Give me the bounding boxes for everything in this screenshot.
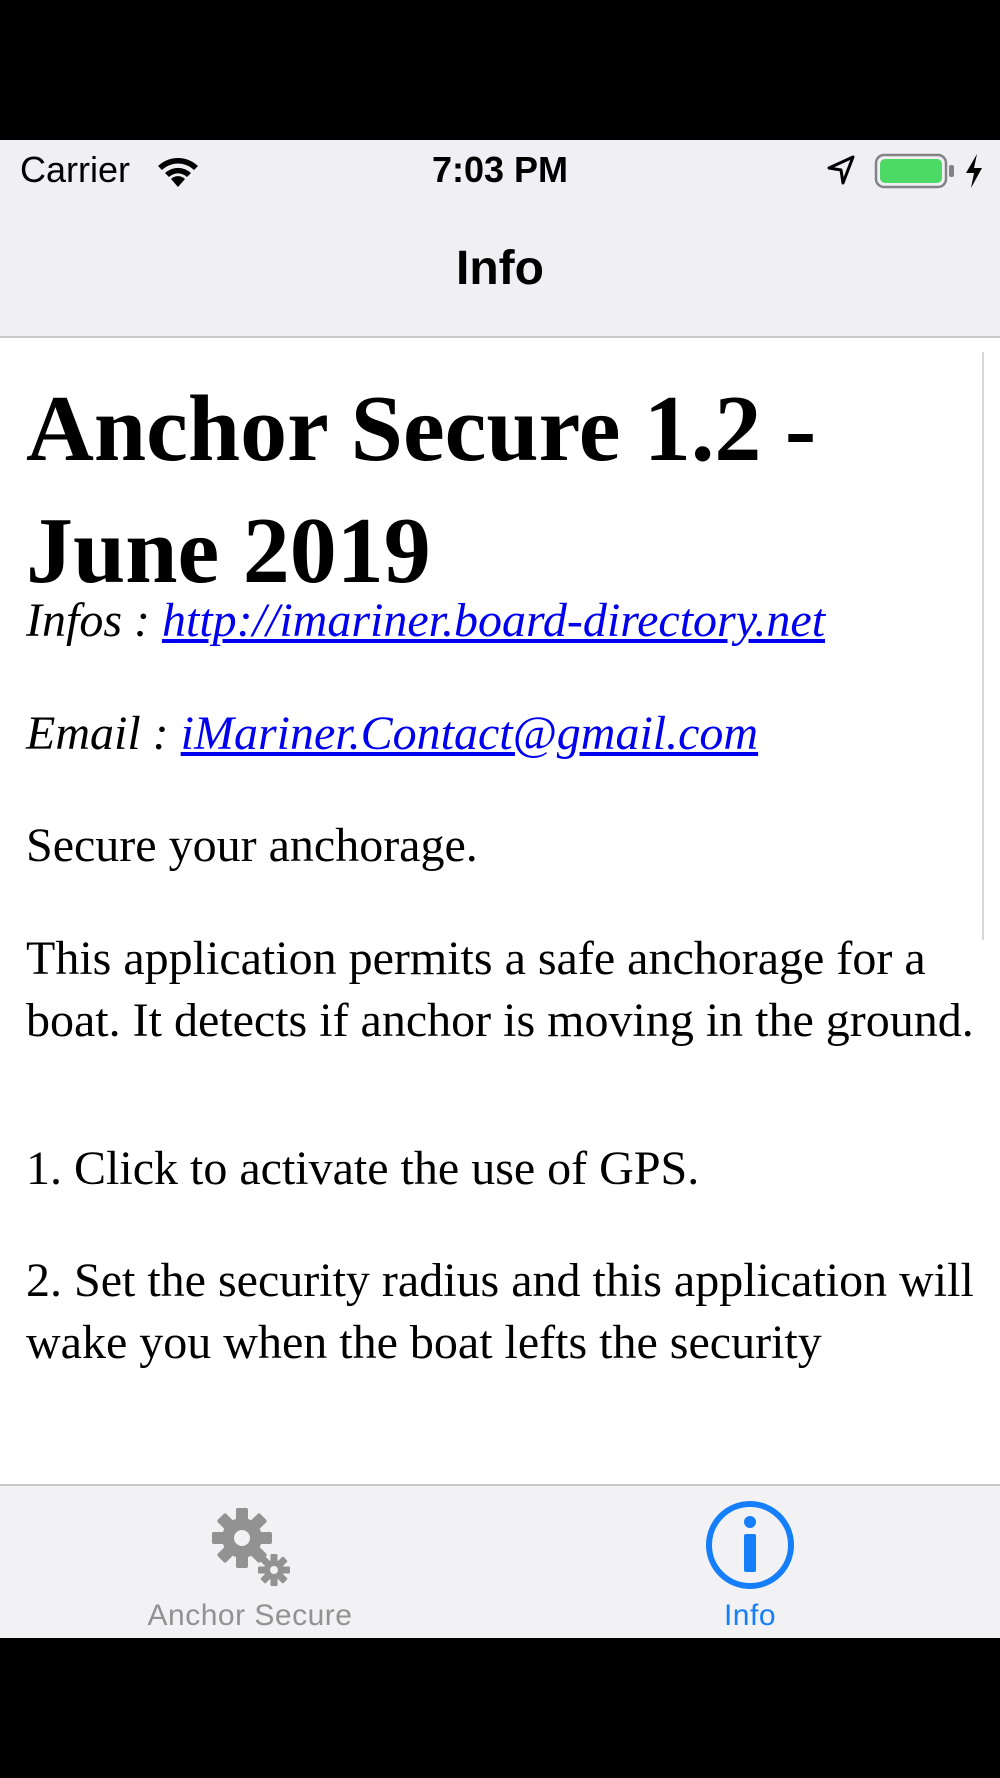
infos-line (26, 590, 976, 652)
app-screen (0, 140, 1000, 1638)
email-line (26, 703, 976, 765)
email-label: Email : (26, 707, 181, 760)
scroll-indicator[interactable] (982, 352, 984, 940)
tab-info[interactable] (500, 1486, 1000, 1638)
info-webview[interactable] (0, 338, 1000, 1484)
tab-anchor-secure-label: Anchor Secure (147, 1599, 353, 1632)
description-text: This application permits a safe anchorage for a boat. It detects if anchor is moving in the ground. (26, 932, 974, 1047)
step-2-text: 2. Set the security radius and this application will wake you when the boat lefts the security (26, 1254, 974, 1369)
navigation-bar (0, 202, 1000, 338)
status-time: 7:03 PM (431, 149, 569, 190)
tagline-text: Secure your anchorage. (26, 819, 478, 872)
tab-bar (0, 1484, 1000, 1638)
charging-bolt-icon (962, 152, 986, 190)
battery-icon (874, 152, 956, 190)
status-bar (0, 140, 1000, 202)
infos-label: Infos : (26, 594, 162, 647)
tab-info-label: Info (723, 1599, 777, 1632)
location-arrow-icon (826, 154, 856, 186)
page-title: Anchor Secure 1.2 - June 2019 (26, 377, 817, 603)
step-1-text: 1. Click to activate the use of GPS. (26, 1142, 700, 1195)
carrier-label: Carrier (20, 149, 131, 190)
email-link[interactable]: iMariner.Contact@gmail.com (180, 707, 759, 760)
nav-title: Info (456, 242, 544, 295)
gears-icon (200, 1498, 300, 1592)
info-circle-icon (700, 1498, 800, 1592)
tab-anchor-secure[interactable] (0, 1486, 500, 1638)
website-link[interactable]: http://imariner.board-directory.net (161, 594, 826, 647)
